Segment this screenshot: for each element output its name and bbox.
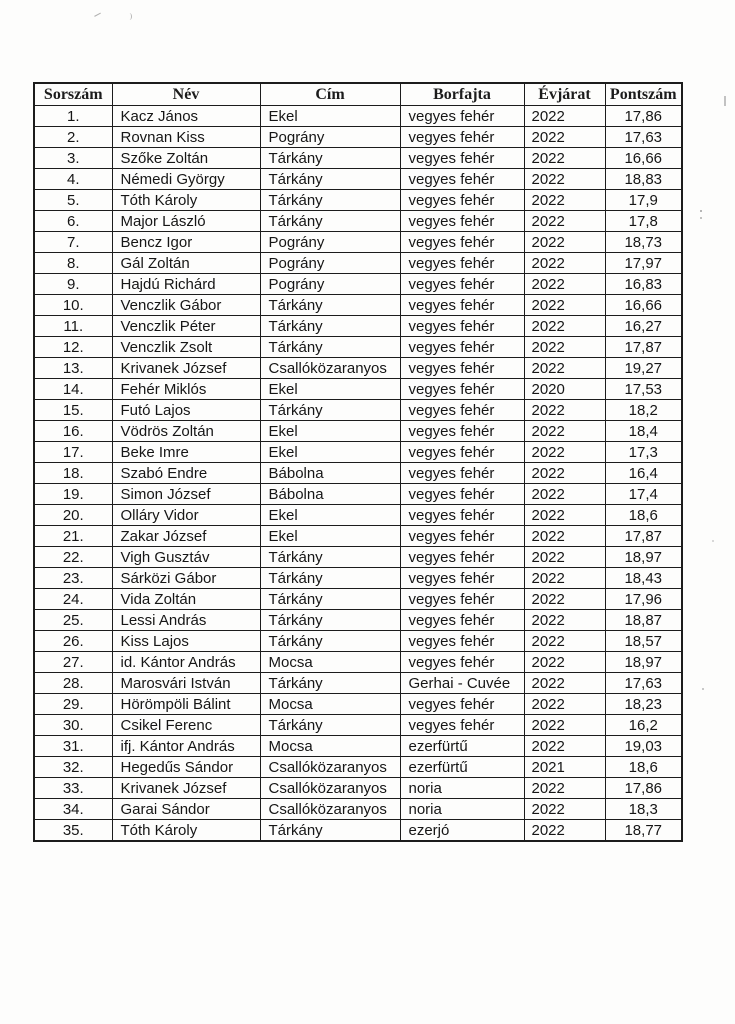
cell-pontszam: 17,97 [605, 253, 682, 274]
cell-borfajta: vegyes fehér [400, 337, 524, 358]
cell-sorszam: 3. [34, 148, 112, 169]
cell-sorszam: 2. [34, 127, 112, 148]
cell-pontszam: 18,77 [605, 820, 682, 842]
cell-evjarat: 2022 [524, 211, 605, 232]
cell-pontszam: 17,53 [605, 379, 682, 400]
cell-borfajta: vegyes fehér [400, 148, 524, 169]
table-row [34, 106, 682, 127]
cell-pontszam: 16,4 [605, 463, 682, 484]
cell-sorszam: 31. [34, 736, 112, 757]
header-nev: Név [112, 83, 260, 106]
cell-evjarat: 2022 [524, 547, 605, 568]
cell-borfajta: ezerfürtű [400, 757, 524, 778]
cell-pontszam: 17,63 [605, 673, 682, 694]
cell-sorszam: 22. [34, 547, 112, 568]
table-row [34, 568, 682, 589]
cell-evjarat: 2022 [524, 778, 605, 799]
cell-sorszam: 15. [34, 400, 112, 421]
cell-evjarat: 2022 [524, 295, 605, 316]
cell-borfajta: vegyes fehér [400, 589, 524, 610]
cell-borfajta: vegyes fehér [400, 400, 524, 421]
cell-borfajta: ezerjó [400, 820, 524, 842]
cell-evjarat: 2022 [524, 316, 605, 337]
cell-nev: Hörömpöli Bálint [112, 694, 260, 715]
cell-cim: Ekel [260, 106, 400, 127]
cell-nev: Krivanek József [112, 358, 260, 379]
header-row [34, 83, 682, 106]
cell-sorszam: 16. [34, 421, 112, 442]
cell-sorszam: 24. [34, 589, 112, 610]
cell-evjarat: 2022 [524, 505, 605, 526]
table-row [34, 484, 682, 505]
wine-results-table [33, 82, 683, 842]
cell-pontszam: 16,66 [605, 295, 682, 316]
cell-sorszam: 35. [34, 820, 112, 842]
cell-sorszam: 12. [34, 337, 112, 358]
cell-borfajta: vegyes fehér [400, 610, 524, 631]
cell-evjarat: 2022 [524, 169, 605, 190]
cell-cim: Tárkány [260, 169, 400, 190]
cell-evjarat: 2022 [524, 694, 605, 715]
cell-evjarat: 2022 [524, 190, 605, 211]
scan-speck [712, 540, 714, 542]
cell-borfajta: vegyes fehér [400, 253, 524, 274]
cell-nev: Zakar József [112, 526, 260, 547]
table-row [34, 757, 682, 778]
cell-sorszam: 14. [34, 379, 112, 400]
table-row [34, 778, 682, 799]
cell-sorszam: 25. [34, 610, 112, 631]
cell-cim: Tárkány [260, 295, 400, 316]
cell-cim: Bábolna [260, 484, 400, 505]
cell-nev: Beke Imre [112, 442, 260, 463]
table-row [34, 274, 682, 295]
cell-evjarat: 2022 [524, 631, 605, 652]
cell-nev: Olláry Vidor [112, 505, 260, 526]
cell-sorszam: 8. [34, 253, 112, 274]
cell-cim: Tárkány [260, 631, 400, 652]
cell-pontszam: 17,87 [605, 526, 682, 547]
cell-cim: Csallóközaranyos [260, 757, 400, 778]
cell-nev: Tóth Károly [112, 820, 260, 842]
cell-evjarat: 2022 [524, 715, 605, 736]
cell-nev: Lessi András [112, 610, 260, 631]
cell-evjarat: 2022 [524, 484, 605, 505]
cell-borfajta: vegyes fehér [400, 484, 524, 505]
table-row [34, 610, 682, 631]
cell-nev: Vödrös Zoltán [112, 421, 260, 442]
cell-evjarat: 2022 [524, 127, 605, 148]
cell-borfajta: vegyes fehér [400, 169, 524, 190]
cell-cim: Tárkány [260, 589, 400, 610]
cell-evjarat: 2022 [524, 463, 605, 484]
scan-speck [127, 13, 132, 20]
cell-evjarat: 2022 [524, 610, 605, 631]
table-row [34, 337, 682, 358]
table-row [34, 379, 682, 400]
table-row [34, 799, 682, 820]
cell-borfajta: vegyes fehér [400, 106, 524, 127]
cell-cim: Ekel [260, 505, 400, 526]
cell-pontszam: 17,86 [605, 106, 682, 127]
cell-borfajta: Gerhai - Cuvée [400, 673, 524, 694]
cell-sorszam: 17. [34, 442, 112, 463]
cell-cim: Tárkány [260, 820, 400, 842]
table-row [34, 673, 682, 694]
cell-evjarat: 2022 [524, 820, 605, 842]
cell-pontszam: 18,3 [605, 799, 682, 820]
header-evjarat: Évjárat [524, 83, 605, 106]
cell-nev: Bencz Igor [112, 232, 260, 253]
cell-evjarat: 2022 [524, 148, 605, 169]
cell-borfajta: vegyes fehér [400, 232, 524, 253]
cell-nev: Vigh Gusztáv [112, 547, 260, 568]
table-row [34, 253, 682, 274]
cell-pontszam: 16,66 [605, 148, 682, 169]
cell-nev: Venczlik Péter [112, 316, 260, 337]
cell-evjarat: 2022 [524, 568, 605, 589]
cell-nev: Kacz János [112, 106, 260, 127]
cell-nev: Venczlik Gábor [112, 295, 260, 316]
cell-pontszam: 17,96 [605, 589, 682, 610]
table-row [34, 358, 682, 379]
table-row [34, 820, 682, 842]
cell-cim: Tárkány [260, 673, 400, 694]
cell-nev: Vida Zoltán [112, 589, 260, 610]
cell-sorszam: 33. [34, 778, 112, 799]
cell-cim: Tárkány [260, 211, 400, 232]
cell-evjarat: 2022 [524, 736, 605, 757]
cell-sorszam: 13. [34, 358, 112, 379]
cell-nev: Csikel Ferenc [112, 715, 260, 736]
cell-sorszam: 5. [34, 190, 112, 211]
cell-pontszam: 16,27 [605, 316, 682, 337]
cell-cim: Pográny [260, 253, 400, 274]
cell-evjarat: 2022 [524, 589, 605, 610]
table-row [34, 526, 682, 547]
cell-cim: Ekel [260, 421, 400, 442]
cell-borfajta: vegyes fehér [400, 127, 524, 148]
table-body [34, 106, 682, 842]
cell-sorszam: 21. [34, 526, 112, 547]
cell-cim: Pográny [260, 232, 400, 253]
cell-nev: Tóth Károly [112, 190, 260, 211]
table-row [34, 652, 682, 673]
cell-borfajta: vegyes fehér [400, 568, 524, 589]
cell-evjarat: 2022 [524, 673, 605, 694]
cell-pontszam: 17,8 [605, 211, 682, 232]
cell-cim: Bábolna [260, 463, 400, 484]
cell-nev: Hajdú Richárd [112, 274, 260, 295]
table-row [34, 505, 682, 526]
table-row [34, 421, 682, 442]
cell-pontszam: 18,23 [605, 694, 682, 715]
table-row [34, 589, 682, 610]
cell-evjarat: 2022 [524, 232, 605, 253]
table-row [34, 295, 682, 316]
cell-cim: Tárkány [260, 568, 400, 589]
cell-borfajta: vegyes fehér [400, 379, 524, 400]
cell-nev: Gál Zoltán [112, 253, 260, 274]
scan-speck [700, 210, 702, 212]
cell-sorszam: 20. [34, 505, 112, 526]
cell-cim: Tárkány [260, 190, 400, 211]
cell-nev: Hegedűs Sándor [112, 757, 260, 778]
cell-borfajta: vegyes fehér [400, 358, 524, 379]
cell-cim: Tárkány [260, 547, 400, 568]
cell-pontszam: 16,83 [605, 274, 682, 295]
cell-pontszam: 16,2 [605, 715, 682, 736]
table-row [34, 736, 682, 757]
cell-sorszam: 23. [34, 568, 112, 589]
cell-cim: Csallóközaranyos [260, 358, 400, 379]
cell-evjarat: 2022 [524, 652, 605, 673]
cell-cim: Tárkány [260, 316, 400, 337]
cell-sorszam: 1. [34, 106, 112, 127]
cell-pontszam: 18,4 [605, 421, 682, 442]
cell-borfajta: vegyes fehér [400, 652, 524, 673]
cell-sorszam: 27. [34, 652, 112, 673]
cell-evjarat: 2021 [524, 757, 605, 778]
cell-borfajta: vegyes fehér [400, 526, 524, 547]
cell-pontszam: 18,6 [605, 757, 682, 778]
cell-sorszam: 34. [34, 799, 112, 820]
table-header [34, 83, 682, 106]
header-sorszam: Sorszám [34, 83, 112, 106]
cell-cim: Pográny [260, 127, 400, 148]
cell-borfajta: vegyes fehér [400, 505, 524, 526]
cell-sorszam: 28. [34, 673, 112, 694]
cell-sorszam: 19. [34, 484, 112, 505]
cell-cim: Tárkány [260, 715, 400, 736]
cell-pontszam: 18,97 [605, 547, 682, 568]
cell-nev: Szőke Zoltán [112, 148, 260, 169]
scan-speck [724, 96, 726, 106]
cell-nev: Kiss Lajos [112, 631, 260, 652]
cell-pontszam: 18,97 [605, 652, 682, 673]
header-borfajta: Borfajta [400, 83, 524, 106]
cell-cim: Tárkány [260, 400, 400, 421]
cell-cim: Mocsa [260, 736, 400, 757]
cell-evjarat: 2022 [524, 358, 605, 379]
cell-cim: Ekel [260, 442, 400, 463]
table-row [34, 316, 682, 337]
cell-cim: Tárkány [260, 337, 400, 358]
table-row [34, 211, 682, 232]
cell-pontszam: 17,86 [605, 778, 682, 799]
cell-borfajta: vegyes fehér [400, 421, 524, 442]
cell-nev: id. Kántor András [112, 652, 260, 673]
table-row [34, 232, 682, 253]
cell-sorszam: 4. [34, 169, 112, 190]
cell-nev: Futó Lajos [112, 400, 260, 421]
table-row [34, 694, 682, 715]
cell-sorszam: 9. [34, 274, 112, 295]
cell-cim: Ekel [260, 379, 400, 400]
header-pontszam: Pontszám [605, 83, 682, 106]
cell-sorszam: 26. [34, 631, 112, 652]
cell-nev: ifj. Kántor András [112, 736, 260, 757]
cell-pontszam: 17,3 [605, 442, 682, 463]
table-row [34, 463, 682, 484]
cell-cim: Tárkány [260, 610, 400, 631]
cell-pontszam: 18,6 [605, 505, 682, 526]
table-row [34, 190, 682, 211]
cell-nev: Simon József [112, 484, 260, 505]
cell-pontszam: 18,57 [605, 631, 682, 652]
cell-evjarat: 2022 [524, 799, 605, 820]
cell-pontszam: 18,83 [605, 169, 682, 190]
table-row [34, 127, 682, 148]
cell-pontszam: 18,43 [605, 568, 682, 589]
cell-sorszam: 18. [34, 463, 112, 484]
table-row [34, 442, 682, 463]
cell-sorszam: 10. [34, 295, 112, 316]
cell-borfajta: vegyes fehér [400, 211, 524, 232]
cell-sorszam: 30. [34, 715, 112, 736]
cell-borfajta: noria [400, 778, 524, 799]
table-row [34, 148, 682, 169]
table-row [34, 631, 682, 652]
cell-evjarat: 2022 [524, 400, 605, 421]
table-row [34, 715, 682, 736]
cell-nev: Némedi György [112, 169, 260, 190]
cell-pontszam: 17,63 [605, 127, 682, 148]
cell-nev: Major László [112, 211, 260, 232]
cell-pontszam: 19,03 [605, 736, 682, 757]
table-row [34, 400, 682, 421]
cell-sorszam: 29. [34, 694, 112, 715]
cell-nev: Rovnan Kiss [112, 127, 260, 148]
cell-nev: Krivanek József [112, 778, 260, 799]
cell-borfajta: vegyes fehér [400, 442, 524, 463]
cell-cim: Csallóközaranyos [260, 799, 400, 820]
cell-borfajta: noria [400, 799, 524, 820]
cell-cim: Tárkány [260, 148, 400, 169]
cell-pontszam: 18,2 [605, 400, 682, 421]
cell-borfajta: vegyes fehér [400, 190, 524, 211]
cell-evjarat: 2022 [524, 442, 605, 463]
cell-cim: Mocsa [260, 694, 400, 715]
cell-pontszam: 17,87 [605, 337, 682, 358]
cell-evjarat: 2022 [524, 421, 605, 442]
cell-evjarat: 2020 [524, 379, 605, 400]
cell-evjarat: 2022 [524, 253, 605, 274]
cell-sorszam: 7. [34, 232, 112, 253]
cell-borfajta: vegyes fehér [400, 715, 524, 736]
cell-evjarat: 2022 [524, 526, 605, 547]
cell-cim: Mocsa [260, 652, 400, 673]
cell-pontszam: 17,9 [605, 190, 682, 211]
cell-cim: Pográny [260, 274, 400, 295]
scan-speck [94, 13, 103, 21]
scan-speck [702, 688, 704, 690]
cell-borfajta: vegyes fehér [400, 316, 524, 337]
cell-evjarat: 2022 [524, 106, 605, 127]
cell-borfajta: vegyes fehér [400, 631, 524, 652]
cell-borfajta: ezerfürtű [400, 736, 524, 757]
cell-nev: Sárközi Gábor [112, 568, 260, 589]
cell-pontszam: 18,73 [605, 232, 682, 253]
cell-pontszam: 18,87 [605, 610, 682, 631]
cell-nev: Szabó Endre [112, 463, 260, 484]
cell-sorszam: 32. [34, 757, 112, 778]
table-row [34, 547, 682, 568]
cell-sorszam: 6. [34, 211, 112, 232]
cell-pontszam: 17,4 [605, 484, 682, 505]
cell-borfajta: vegyes fehér [400, 463, 524, 484]
cell-nev: Marosvári István [112, 673, 260, 694]
cell-sorszam: 11. [34, 316, 112, 337]
header-cim: Cím [260, 83, 400, 106]
cell-borfajta: vegyes fehér [400, 295, 524, 316]
cell-borfajta: vegyes fehér [400, 274, 524, 295]
cell-nev: Garai Sándor [112, 799, 260, 820]
cell-evjarat: 2022 [524, 274, 605, 295]
cell-pontszam: 19,27 [605, 358, 682, 379]
cell-borfajta: vegyes fehér [400, 694, 524, 715]
cell-cim: Csallóközaranyos [260, 778, 400, 799]
cell-nev: Fehér Miklós [112, 379, 260, 400]
cell-cim: Ekel [260, 526, 400, 547]
table-row [34, 169, 682, 190]
cell-nev: Venczlik Zsolt [112, 337, 260, 358]
cell-evjarat: 2022 [524, 337, 605, 358]
cell-borfajta: vegyes fehér [400, 547, 524, 568]
